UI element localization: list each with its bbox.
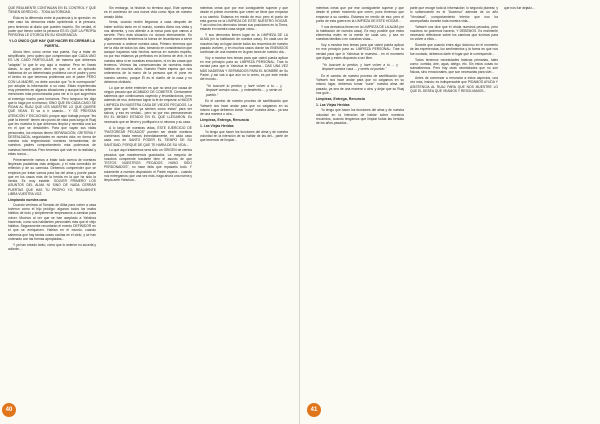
paragraph: mientras creas que por ese consiguiente superar y que desde el primer momento que creen se tiene que empezar a su cambio. Estamos en medio de eso; pero el punto de esta guerra es la LIMPIEZA DE ESTE NUESTRO HOGAR. Y así cómo los demonios toman sus posiciones en la Tierra, estarán en nuestra casa según cómo... [200, 6, 288, 32]
paragraph: Lo que aquí trataremos será sólo un ORIGEN de ciertos pecados que mantenemos guardados. La mayoría de nosotros comprende bastante bien el asunto de que "ESTOS NUESTROS PECADOS HUBO SIDO PERDONADOS", no hace falta que repasarlo todo. Y solamente a nuestra disposición el Padre espera... cuando nos entregamos; que una vez más, haga ahora una nueva y limpia ante Yahshua... [104, 148, 192, 183]
paragraph: Verás, cuando recién llegamos a casa después de haber sufrido tanto en el mundo, nuestro Abba nos visita y nos alimenta, y nos atiende a la mesa para que vamos a servirle. Pero esta situación no durará eternamente. En algún momento tendremos la fuerza de levantarnos a servir y comenzar a ordenar nuestra casa. Primero tenemos que ver la vida de todos los días, tomando en consideración que aunque hayamos sido hechos nuevos en nuestro espíritu, no por eso estamos ya perfectos en la forma de vivir, ni en nuestra alma ni en nuestras emociones, ni en las cosas que tenemos. Vivimos las consecuencias de nuestros malos hábitos de muchos años. Nuestro Padre espera que nos ordenemos de la mano de la persona que él pone en nuestro camino, porque Él es el dueño de la casa y no debemos olvidarlo. [104, 20, 192, 84]
scripture-quote: "Yo buscaré tu perdón, y haré volver a tu ... y limpiaré vuestra casa ... y seréis mi pueblo." [322, 62, 398, 72]
paragraph: Y sus demonios tienen en la LIMPIEZA DE LA ALMA (en la habitación de nuestra casa). Es muy posible que estos elementos estén en la mente de cada uno, y sea en nuestras familias o en nuestras vidas... [316, 24, 404, 42]
paragraph: Sin embargo, la historia no termina aquí. Este apenas es el comienzo de una nueva vida como hijos de nuestro amado Abba. [104, 6, 192, 19]
paragraph: Y sus demonios tienen lugar en la LIMPIEZA DE LA ALMA (en la habitación de nuestra casa). En cada uno de nosotros hay un lugar donde todos los recuerdos de nuestro pasado vuelven, y en muchos casos donde los ENEMIGOS continúan de una manera en la gran tarea de nuestro día... [200, 33, 288, 55]
subheading: 1. Las Viejas Heridas [316, 103, 350, 108]
paragraph: Yo tengo que hacer los funciones del alma y de nuestra voluntad en la intención de hablar sobre nuestros recuerdos, cuando tengamos que limpiar todas las heridas de los años pasados... [316, 108, 404, 126]
page-number-right: 41 [307, 403, 321, 417]
paragraph: Yo tengo que hacer los funciones del alma y de nuestra voluntad en la intención de su hablar de las del... parte de que tenemos de limpiar... [200, 129, 288, 143]
right-column-1 [316, 6, 404, 412]
paragraph: Y ya han creado tanto, cómo que lo anterior no suceda y adónde... [8, 242, 96, 252]
subheading: 1. Las Viejas Heridas [200, 124, 234, 129]
left-column-2 [104, 6, 192, 412]
paragraph: Sucede que cuando entra algo doloroso en el momento de las experiencias, los sentimientos y la forma en que nos fue contado, debemos darle el lugar que le corresponde... [410, 43, 498, 56]
left-column-3 [200, 6, 288, 412]
section-heading: Y LO ÚNICO QUE HAY QUE HACER ES CERRAR LA PUERTA. [8, 39, 96, 48]
paragraph: parte que recoge toda la información: lo segundo planear, y lo subsecuente es el "Ascenso" además de un año "Vendaval", comportamiento interior que nos ha acompañado durante toda nuestra vida... [410, 6, 498, 23]
paragraph: Voy a mostrar tres temas para que usted pueda aplicar en ese principio para su LIMPIEZA PERSONAL: Trae tu verdad para que lo Yahshua te muestra... en el momento que digas y estés dispuesto a ser libre. [316, 43, 404, 60]
paragraph: mientras creas que por ese consiguiente superar y que desde el primer momento que creen, pues tenemos que empezar a su cambio. Estamos en medio de eso; pero el punto de esta guerra es la LIMPIEZA DE ESTE HOGAR... [316, 6, 404, 23]
paragraph: QUE REALMENTE CONTINÚAN EN EL CONTROL Y QUE TIENEN DERECHO... TODA AUTORIDAD. [8, 6, 96, 15]
paragraph: A lo largo de nuestras vidas, ÉSTE EJERCICIO DE "PASTOREAR PECADOS" pueden ser desde nuestros comienzos hasta menos inmediatamente, en cada caso cada uno de SANTO PODER EL TIEMPO DE SU SANTIDAD, PORQUE DE QUE TE HARÍA DE SU VIDA... [104, 125, 192, 147]
paragraph: que nos fue dejado... [504, 6, 535, 10]
paragraph: En el camino de nuestro proceso de santificación que Yahweh nos hace andar para que no caigamos en su mismo Lugar debemos tomar "curar" nuestra alma... ya sea de una manera u otra... [200, 99, 288, 117]
paragraph: Ésta es la diferencia entre la paciencia y la opresión: en este caso los demonios están oprimiendo a la persona, pero teniendo al diario que pueden hacerlo. Sin verdad, el poder que tienen sobre la persona ES EL QUE LA PROPIA PERSONA LE OTORGA EN SU IGNORANCIA. [8, 16, 96, 38]
paragraph: Yahweh nos dice que él olvida nuestros pecados, pero nosotros no podemos hacerlo, Y DEBEMOS. Es realmente necesario reflexionar sobre los caminos que tuvimos para no volver a ellos... [410, 24, 498, 42]
paragraph: Antes de comenzar a renunciar a estos aspectos, una vez más, insisto: es indispensable que PIDAMOS AYUDA Y ASISTENCIA AL RUAJ PARA QUE NOS MUESTRE LO QUE EL DESEA QUE VEAMOS Y RESOLVAMOS... [410, 76, 498, 93]
paragraph: En el camino de nuestro proceso de santificación que Yahweh nos hace andar para que no caigamos en su mismo lugar, debemos tomar "curar" nuestra alma del pasado, ya sea de una manera u otra, y dejar que su Ruaj nos guíe... [316, 73, 404, 95]
scripture-quote: "Yo buscaré tu perdón, y haré volver a tu ... y limpiaré vuestra casa... y entenderéis ... y serán mi pueblo." [206, 84, 282, 97]
left-column-1 [8, 6, 96, 412]
paragraph: Cuando venimos al Tomado de Aliba para volver a casa tuvieron como el hijo pródigo: algunos todos los malos hábitos de todo y simplemente empezamos a caminar para volver. Muchos al ver que se han aceptado a Yahshua haciendo, como sus habitantes personales más que el viejo hábitos. Seguramente recordarán el evento DEFINIDOR en el que se enriquecen. Hablan en el mundo, cuando sabemos que hay tantas cosas ocultas en el cielo, y se han ordenado con las formas apropiadas... [8, 202, 96, 241]
paragraph: Todos tenemos necesidades básicas primarias, tales como: comida, aire, agua, abrigo, etc. Sin estos cosas no subsistiremos. Pero hay otras necesidades que no son físicas, sino emocionales, que son necesarias para vivir... [410, 57, 498, 75]
subheading: Limpiando nuestra casa [8, 197, 47, 202]
paragraph: Lo que se debe entender es que no será por causa de ningún pecado que ACABADO DE COMETER. Ciertamente sabemos que continuamos cayendo y levantándonos, pero además de eso, debemos lograr la fe de empezar a HACER LIMPIEZA EN NUESTRA CASA DE VIEJOS PECADOS. La gente dice que "ellos ya sienten como están" para ser salvos, y eso es verdad... pero no por eso permanecerán EN EL MISMO ESTADO EN EL QUE LLEGARON. Es necesario que se lleven y purifiquen a sí mismos y su casa. [104, 85, 192, 124]
page-number-left: 40 [2, 403, 16, 417]
paragraph: Ahora bien, cómo cerrar esa puerta. Voy a tratar de simplificarlo, pero quiero que comprendan que CADA UNO ES UN CASO PARTICULAR, de manera que debemos "adaptar" lo que le voy aquí a mostrar. Pero en líneas claras, lo que quiero decir es que, si en un episodio hablamos de un determinado problema con el padre y pero el hecho es que tenemos problemas con el padre PERO CON LA MADRE, no debe concluir que "lo le corresponde" por adoptar la información a su caso. Estas experiencias muy presentes en algunas situaciones y aunque las refieran menciones más pronunciadas para ver sí lo que sugerimos al enemigo mucho para tomarnos. Pero tampoco les digo que lo haga por sí mismos; SINO QUE EN CADA CASO SE PIDAN AL RUAJ QUE LES MUESTRE LO QUE QUIERE QUE VEAN. El va a ir usando... Y SE PRESTAN ATENCIÓN Y ESCUCHAN, porque aquí trabaja porque "les pide la intente" tienen otro punto de vista para luego el Ruaj que les muestra lo que debemos limpiar y necesita una luz en el que se desdoblen. Para que vayan sus vidas personales, los mismos tienen SEPARACIÓN, GRITERIA Y DESFALDADA, seguridades en nuestra vida; en forma de nuestra ruta engendrando nuestras herramientas; de nuestros padres comportamiento más poderosos de nuestros herederos. Pero tenemos que vivir en la realidad y estas nunca... [8, 49, 96, 156]
section-heading: Limpieza, Entrega, Renuncia [200, 118, 249, 123]
paragraph: Voy a mostrar tres temas para que usted pueda aplicar en ese principio para su LIMPIEZA PERSONAL: Trae tu verdad para que lo Yahshua te muestra... DAS UNA VEZ MÁS NADERAN Y SEPARADOS PARA EL NOMBRE de Su Padre, y así vas a que aún no lo crees, es por este medio del mundo... [200, 55, 288, 82]
paragraph: Primeramente vamos a tratar todo acerca de nuestras limpiezas paulatinas más antiguas, y el más comedido de reflexión y de su carencia. Debemos comprender que se empieza por tratar vamos para las del alma y puede pasar que en los casos más de la herida en la que ha sido la herida. Es muy estable. SOLVER PRIMERO LOS ASUNTOS DEL ALMA NI SINO DE NADA CERRAR PUERTAS QUE HAS TU PROPIO YO, REALMENTE LIBRA VUESTRA VOZ. [8, 157, 96, 196]
right-column-2 [410, 6, 498, 412]
right-column-3 [504, 6, 592, 412]
right-page [300, 0, 600, 424]
section-heading: Limpieza, Entrega, Renuncia [316, 97, 365, 102]
